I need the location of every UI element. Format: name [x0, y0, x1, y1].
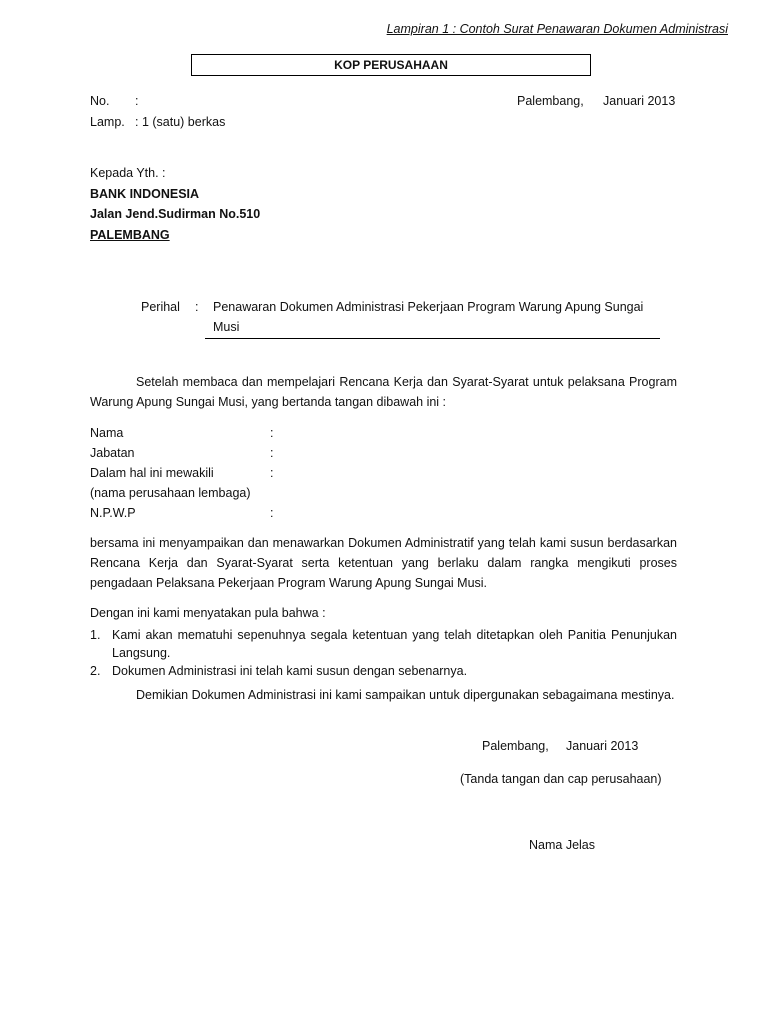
- letter-date: Januari 2013: [603, 94, 676, 108]
- statement-list: [90, 626, 677, 680]
- letter-place: Palembang,: [517, 94, 584, 108]
- list-item: [90, 662, 677, 680]
- subject-line-2: Musi: [213, 320, 240, 334]
- subject-colon: :: [195, 300, 199, 314]
- field-representing-label: Dalam hal ini mewakili: [90, 466, 214, 480]
- letterhead-label: KOP PERUSAHAAN: [334, 58, 448, 72]
- attachment-note: Lampiran 1 : Contoh Surat Penawaran Dokumen Administrasi: [386, 22, 728, 36]
- list-text: Dokumen Administrasi ini telah kami susun dengan sebenarnya.: [112, 664, 468, 678]
- field-position-label: Jabatan: [90, 446, 135, 460]
- field-npwp-label: N.P.W.P: [90, 506, 136, 520]
- field-name-label: Nama: [90, 426, 124, 440]
- signature-stamp-note: (Tanda tangan dan cap perusahaan): [460, 772, 662, 786]
- recipient-address: Jalan Jend.Sudirman No.510: [90, 207, 261, 221]
- recipient-greeting: Kepada Yth. :: [90, 166, 166, 180]
- number-label: No.: [90, 94, 110, 108]
- closing-text: Demikian Dokumen Administrasi ini kami sampaikan untuk dipergunakan sebagaimana mestinya.: [136, 688, 675, 702]
- list-number: 2.: [90, 664, 101, 678]
- subject-underline: [205, 338, 660, 339]
- list-text: Kami akan mematuhi sepenuhnya segala ketentuan yang telah ditetapkan oleh Panitia Penunjukan Langsung.: [112, 628, 677, 660]
- closing-paragraph: [90, 685, 677, 705]
- intro-text: Setelah membaca dan mempelajari Rencana Kerja dan Syarat-Syarat untuk pelaksana Program Warung Apung Sungai Musi, yang bertanda tangan dibawah ini :: [90, 375, 677, 409]
- recipient-name: BANK INDONESIA: [90, 187, 200, 201]
- field-representing-colon: :: [270, 466, 274, 480]
- subject-line-1: Penawaran Dokumen Administrasi Pekerjaan Program Warung Apung Sungai: [213, 300, 644, 314]
- field-position-colon: :: [270, 446, 274, 460]
- signature-place: Palembang,: [482, 739, 549, 753]
- attachment-value: : 1 (satu) berkas: [135, 115, 226, 129]
- field-npwp-colon: :: [270, 506, 274, 520]
- recipient-city: PALEMBANG: [90, 228, 170, 242]
- attachment-label: Lamp.: [90, 115, 125, 129]
- signature-date: Januari 2013: [566, 739, 639, 753]
- list-number: 1.: [90, 628, 101, 642]
- signatory-name: Nama Jelas: [529, 838, 595, 852]
- intro-paragraph: [90, 372, 677, 412]
- statement-heading: Dengan ini kami menyatakan pula bahwa :: [90, 606, 326, 620]
- number-value: :: [135, 94, 139, 108]
- body-paragraph: bersama ini menyampaikan dan menawarkan Dokumen Administratif yang telah kami susun berdasarkan Rencana Kerja dan Syarat-Syarat serta ketentuan yang berlaku dalam rangka mengikuti proses pengadaan Pelaksana Pekerjaan Program Warung Apung Sungai Musi.: [90, 536, 677, 590]
- field-name-colon: :: [270, 426, 274, 440]
- list-item: [90, 626, 677, 662]
- letterhead-box: [191, 54, 591, 76]
- field-company-hint: (nama perusahaan lembaga): [90, 486, 251, 500]
- subject-label: Perihal: [141, 300, 180, 314]
